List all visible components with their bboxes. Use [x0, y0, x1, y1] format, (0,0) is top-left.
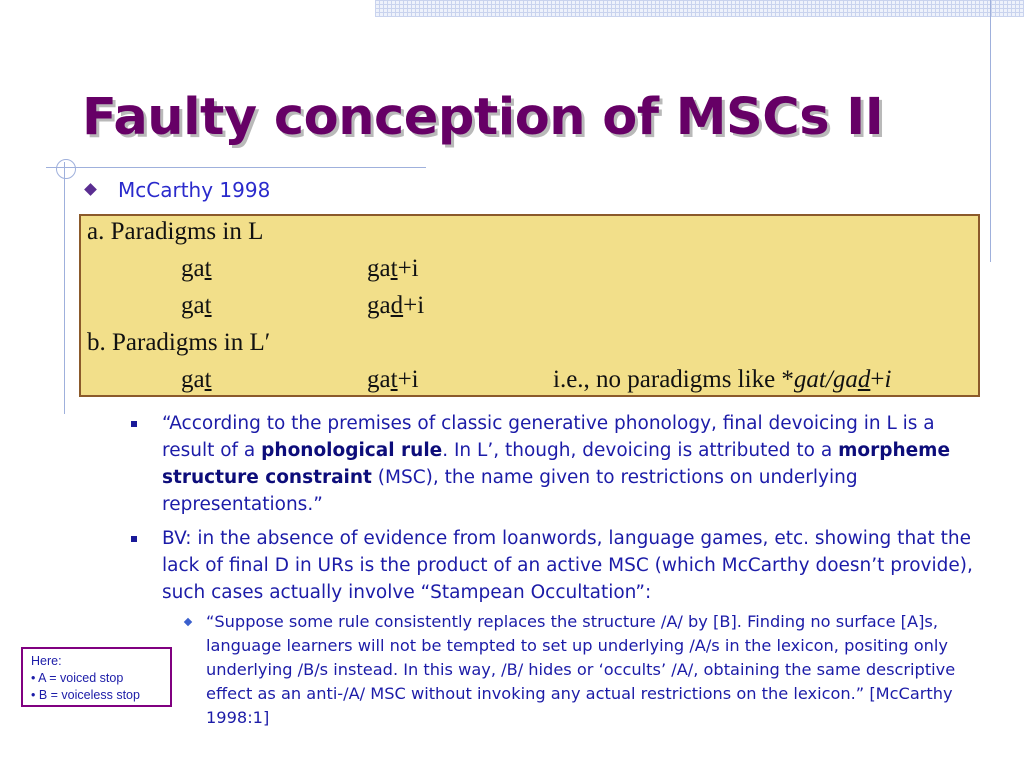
bullet-quote-paragraph: “According to the premises of classic generative phonology, final devoicing in L is a result of a phonological rule. In L’, though, devoicing is attributed to a morpheme structure constraint (MSC), the name given to restrictions on underlying representations.”	[162, 413, 950, 515]
example-heading-b: b. Paradigms in L′	[87, 329, 271, 356]
decorative-left-line	[64, 162, 65, 414]
level1-bullet-text: McCarthy 1998	[118, 178, 271, 202]
decorative-grid-band	[375, 0, 1024, 17]
diamond-bullet-icon	[84, 183, 97, 196]
decorative-horizontal-line	[46, 167, 426, 168]
note-heading: Here:	[31, 654, 62, 668]
decorative-vertical-line	[990, 0, 991, 262]
note-voiced-line: • A = voiced stop	[31, 671, 124, 685]
example-row2-form1: gat	[181, 292, 212, 319]
example-row3-form1: gat	[181, 366, 212, 393]
example-row1-form2: gat+i	[367, 255, 419, 282]
subbullet-mccarthy-quote: “Suppose some rule consistently replaces the structure /A/ by [B]. Finding no surface [A]s, language learners will not be tempted to set up underlying /A/s in the lexicon, positing only underlying /B/s instead. In this way, /B/ hides or ‘occults’ /A/, obtaining the same descriptive effect as an anti-/A/ MSC without invoking any actual restrictions on the lexicon.” [McCarthy 1998:1]	[206, 612, 956, 727]
legend-note-box	[21, 647, 172, 707]
example-row3-form2: gat+i	[367, 366, 419, 393]
example-row2-form2: gad+i	[367, 292, 425, 319]
sub-diamond-bullet-icon	[184, 618, 192, 626]
example-ie-note: i.e., no paradigms like *gat/gad+i	[553, 366, 892, 393]
decorative-corner-ring	[56, 159, 76, 179]
square-bullet-icon	[131, 421, 137, 427]
square-bullet-icon	[131, 536, 137, 542]
note-voiceless-line: • B = voiceless stop	[31, 688, 140, 702]
example-row1-form1: gat	[181, 255, 212, 282]
slide-title: Faulty conception of MSCs II	[82, 88, 884, 147]
bullet-bv-paragraph: BV: in the absence of evidence from loanwords, language games, etc. showing that the lack of final D in URs is the product of an active MSC (which McCarthy doesn’t provide), such cases actually involve “Stampean Occultation”:	[162, 528, 973, 603]
paradigm-example-box	[79, 214, 980, 397]
example-heading-a: a. Paradigms in L	[87, 218, 264, 245]
